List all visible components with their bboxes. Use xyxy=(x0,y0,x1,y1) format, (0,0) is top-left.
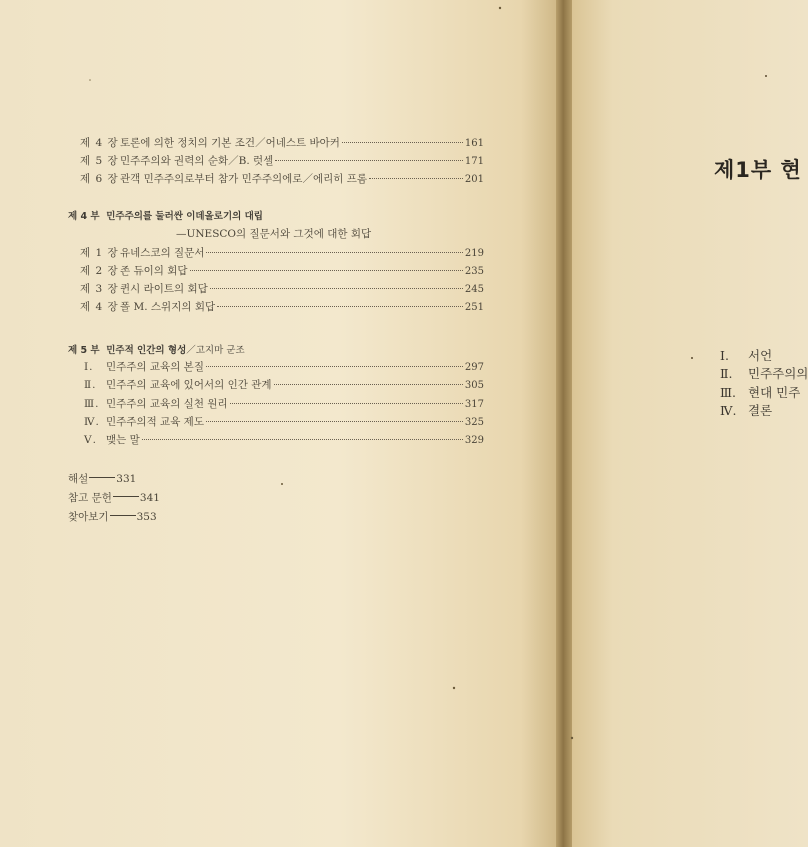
section-number: Ⅲ. xyxy=(84,398,100,410)
section-number: Ⅰ. xyxy=(84,361,94,373)
page-number: 171 xyxy=(464,156,484,167)
page-number: 317 xyxy=(464,399,484,410)
page-number: 353 xyxy=(136,511,157,523)
chapter-number: 제 5 장 xyxy=(80,155,119,167)
section-number: Ⅱ. xyxy=(720,366,733,381)
part-label: 제 4 부 xyxy=(68,211,100,222)
speck xyxy=(499,7,501,9)
section-number: Ⅰ. xyxy=(720,348,729,363)
chapter-number: 제 2 장 xyxy=(80,265,119,277)
section-title: 민주주의 교육의 본질 xyxy=(106,361,204,373)
section-title: 맺는 말 xyxy=(106,434,140,446)
chapter-title: 토론에 의한 정치의 기본 조건／어네스트 바아커 xyxy=(120,137,340,149)
chapter-title: 민주주의와 권력의 순화／B. 럿셀 xyxy=(120,155,274,167)
chapter-title: 폴 M. 스위지의 회답 xyxy=(120,301,216,313)
part-subtitle: —UNESCO의 질문서와 그것에 대한 회답 xyxy=(176,228,372,240)
part-title: 민주적 인간의 형성 xyxy=(106,345,187,356)
chapter-number: 제 3 장 xyxy=(80,283,119,295)
part-label: 제 5 부 xyxy=(68,345,100,356)
section-number: Ⅱ. xyxy=(84,379,97,391)
page-number: 297 xyxy=(464,362,484,373)
page-number: 325 xyxy=(464,417,484,428)
chapter-title: 존 듀이의 회답 xyxy=(120,265,188,277)
chapter-number: 제 6 장 xyxy=(80,173,119,185)
page-number: 245 xyxy=(464,284,484,295)
back-matter-title: 해설 xyxy=(68,473,89,485)
page-number: 235 xyxy=(464,266,484,277)
part-title-heading: 제1부 현 xyxy=(714,158,802,182)
page-number: 329 xyxy=(464,435,484,446)
chapter-number: 제 4 장 xyxy=(80,137,119,149)
chapter-title: 퀸시 라이트의 회답 xyxy=(120,283,208,295)
chapter-number: 제 1 장 xyxy=(80,247,119,259)
page-number: 219 xyxy=(464,248,484,259)
speck xyxy=(281,483,283,485)
page-number: 251 xyxy=(464,302,484,313)
section-title: 민주주의적 교육 제도 xyxy=(106,416,204,428)
section-title: 서언 xyxy=(748,348,773,363)
page-number: 341 xyxy=(139,492,160,504)
page-number: 331 xyxy=(116,473,137,485)
speck xyxy=(89,79,91,81)
page-number: 201 xyxy=(464,174,484,185)
back-matter-title: 찾아보기 xyxy=(68,511,109,523)
part-title: 민주주의를 둘러싼 이데올로기의 대립 xyxy=(106,211,263,222)
chapter-title: 관객 민주주의로부터 참가 민주주의에로／에리히 프롬 xyxy=(120,173,367,185)
part-author: ／고지마 군조 xyxy=(186,345,245,356)
page-number: 161 xyxy=(464,138,484,149)
back-matter-title: 참고 문헌 xyxy=(68,492,112,504)
speck xyxy=(691,357,693,359)
section-title: 민주주의 교육에 있어서의 인간 관계 xyxy=(106,379,272,391)
section-title: 민주주의의 xyxy=(748,366,808,381)
section-title: 민주주의 교육의 실천 원리 xyxy=(106,398,228,410)
speck xyxy=(453,687,455,689)
section-number: Ⅳ. xyxy=(84,416,100,428)
section-title: 현대 민주 xyxy=(748,385,801,400)
speck xyxy=(571,737,573,739)
section-number: Ⅴ. xyxy=(84,434,97,446)
chapter-number: 제 4 장 xyxy=(80,301,119,313)
section-title: 결론 xyxy=(748,403,773,418)
page-number: 305 xyxy=(464,380,484,391)
section-number: Ⅳ. xyxy=(720,403,737,418)
chapter-title: 유네스코의 질문서 xyxy=(120,247,205,259)
speck xyxy=(765,75,767,77)
section-number: Ⅲ. xyxy=(720,385,737,400)
